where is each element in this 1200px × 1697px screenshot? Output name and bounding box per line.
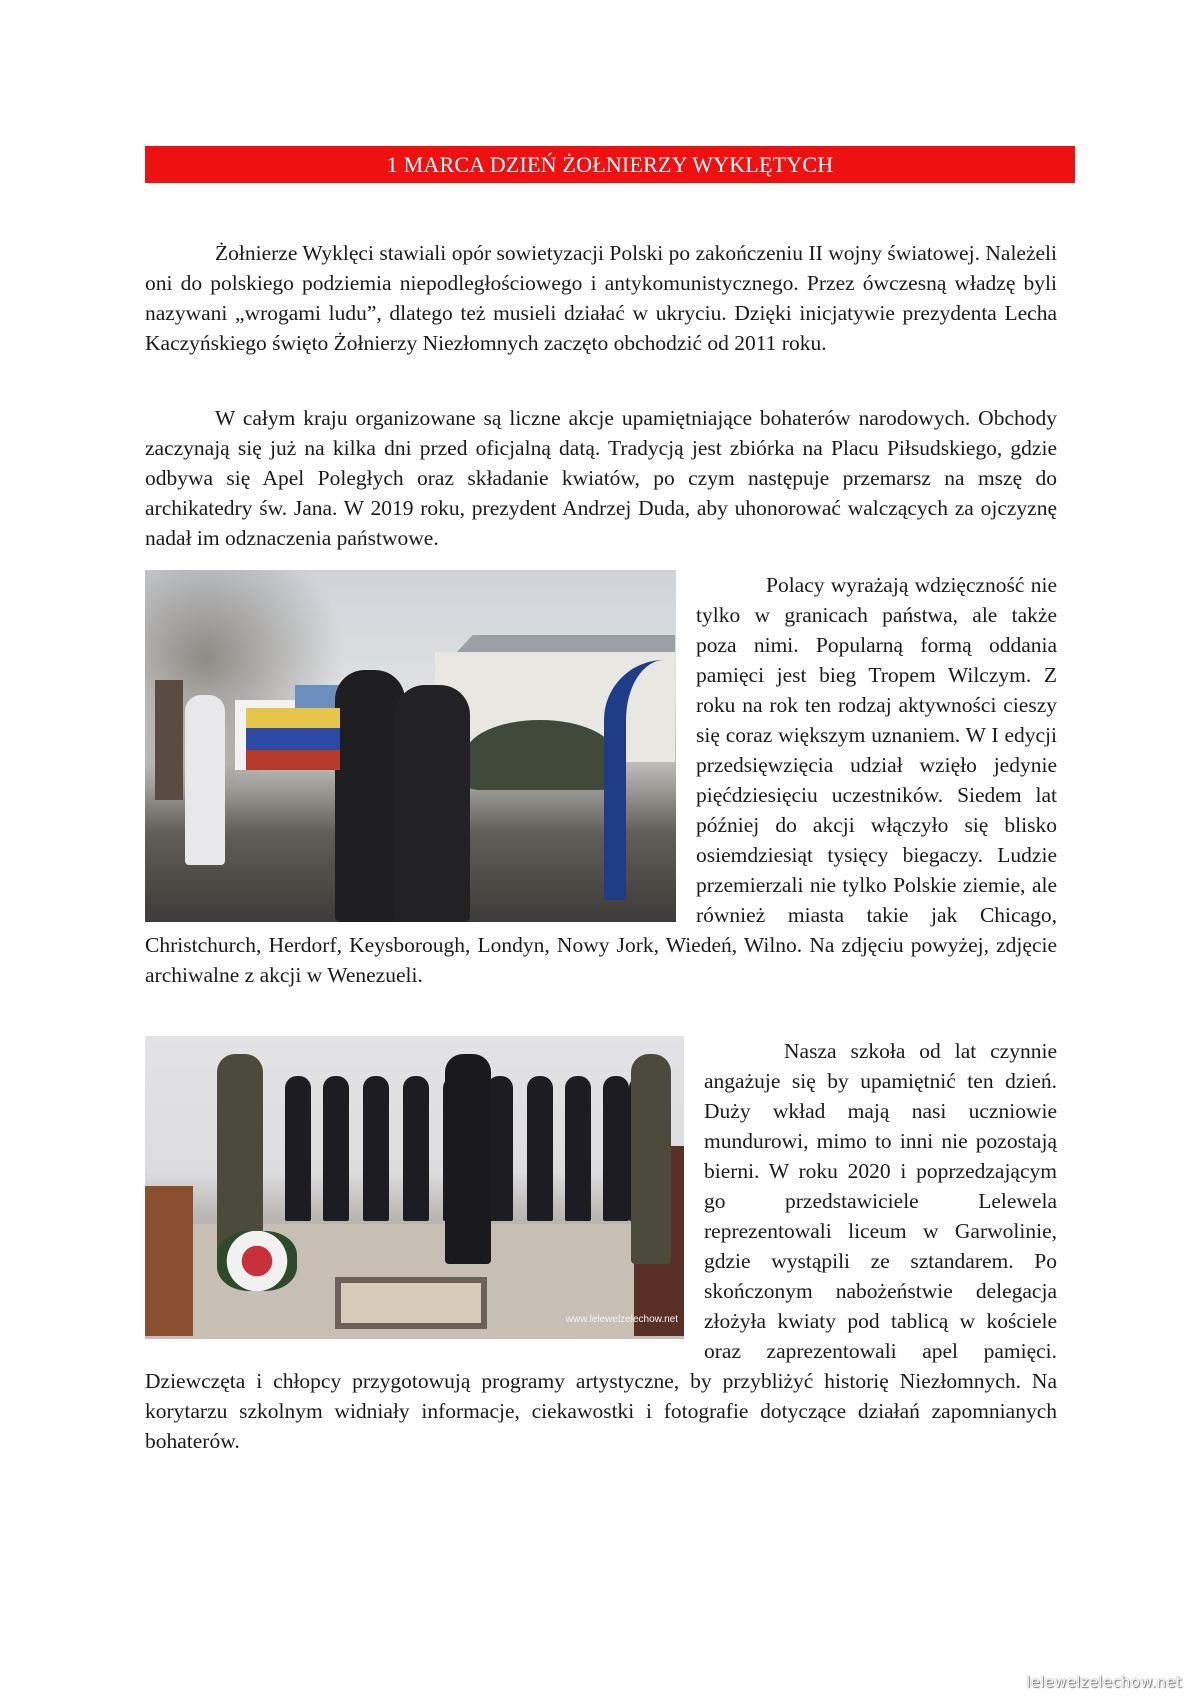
run-section <box>145 570 1057 990</box>
runner <box>185 695 225 865</box>
bush <box>465 720 615 790</box>
school-section <box>145 1036 1057 1456</box>
person <box>395 685 470 922</box>
photo-venezuela-run <box>145 570 676 922</box>
photo-ceremony <box>145 1036 684 1339</box>
paragraph-text: Polacy wyrażają wdzięczność nie tylko w granicach państwa, ale także poza nimi. Popularną formą oddania pamięci jest bieg Tropem Wilczym. Z roku na rok ten rodzaj aktywności cieszy się coraz większym uznaniem. W I edycji przedsięwzięcia udział wzięło jedynie pięćdziesięciu uczestników. Siedem lat później do akcji włączyło się blisko osiemdziesiąt tysięcy biegaczy. Ludzie przemierzali nie tylko Polskie ziemie, ale również miasta takie jak Chicago, Christchurch, Herdorf, Keysborough, Londyn, Nowy Jork, Wiedeń, Wilno. Na zdjęciu powyżej, zdjęcie archiwalne z akcji w Wenezueli. <box>145 573 1057 987</box>
paragraph-celebrations <box>145 403 1057 553</box>
flowers <box>217 1231 297 1291</box>
site-watermark: lelewelzelechow.net <box>1026 1673 1182 1691</box>
paragraph-intro <box>145 238 1057 358</box>
finish-arch <box>604 660 676 900</box>
venezuela-flag <box>246 708 340 770</box>
soldier <box>445 1054 491 1264</box>
paragraph-text: W całym kraju organizowane są liczne akcje upamiętniające bohaterów narodowych. Obchody zaczynają się już na kilka dni przed oficjalną datą. Tradycją jest zbiórka na Placu Piłsudskiego, gdzie odbywa się Apel Poległych oraz składanie kwiatów, po czym następuje przemarsz na mszę do archikatedry św. Jana. W 2019 roku, prezydent Andrzej Duda, aby uhonorować walczących za ojczyznę nadał im odznaczenia państwowe. <box>145 406 1057 550</box>
soldier <box>631 1054 671 1264</box>
paragraph-text: Nasza szkoła od lat czynnie angażuje się by upamiętnić ten dzień. Duży wkład mają nasi uczniowie mundurowi, mimo to inni nie pozostają bierni. W roku 2020 i poprzedzającym go przedstawiciele Lelewela reprezentowali liceum w Garwolinie, gdzie wystąpili ze sztandarem. Po skończonym nabożeństwie delegacja złożyła kwiaty pod tablicą w kościele oraz zaprezentowali apel pamięci. Dziewczęta i chłopcy przygotowują programy artystyczne, by przybliżyć historię Niezłomnych. Na korytarzu szkolnym widniały informacje, ciekawostki i fotografie dotyczące działań zapomnianych bohaterów. <box>145 1039 1057 1453</box>
title-banner <box>145 146 1075 183</box>
page-title: 1 MARCA DZIEŃ ŻOŁNIERZY WYKLĘTYCH <box>386 152 834 177</box>
tree-trunk <box>155 680 183 800</box>
paragraph-text: Żołnierze Wyklęci stawiali opór sowietyzacji Polski po zakończeniu II wojny światowej. Należeli oni do polskiego podziemia niepodległościowego i antykomunistycznego. Przez ówczesną władzę byli nazywani „wrogami ludu”, dlatego też musieli działać w ukryciu. Dzięki inicjatywie prezydenta Lecha Kaczyńskiego święto Żołnierzy Niezłomnych zaczęto obchodzić od 2011 roku. <box>145 241 1057 355</box>
floor-tile <box>335 1277 487 1329</box>
photo-watermark: www.lelewelzelechow.net <box>565 1314 678 1325</box>
pew <box>145 1186 193 1336</box>
